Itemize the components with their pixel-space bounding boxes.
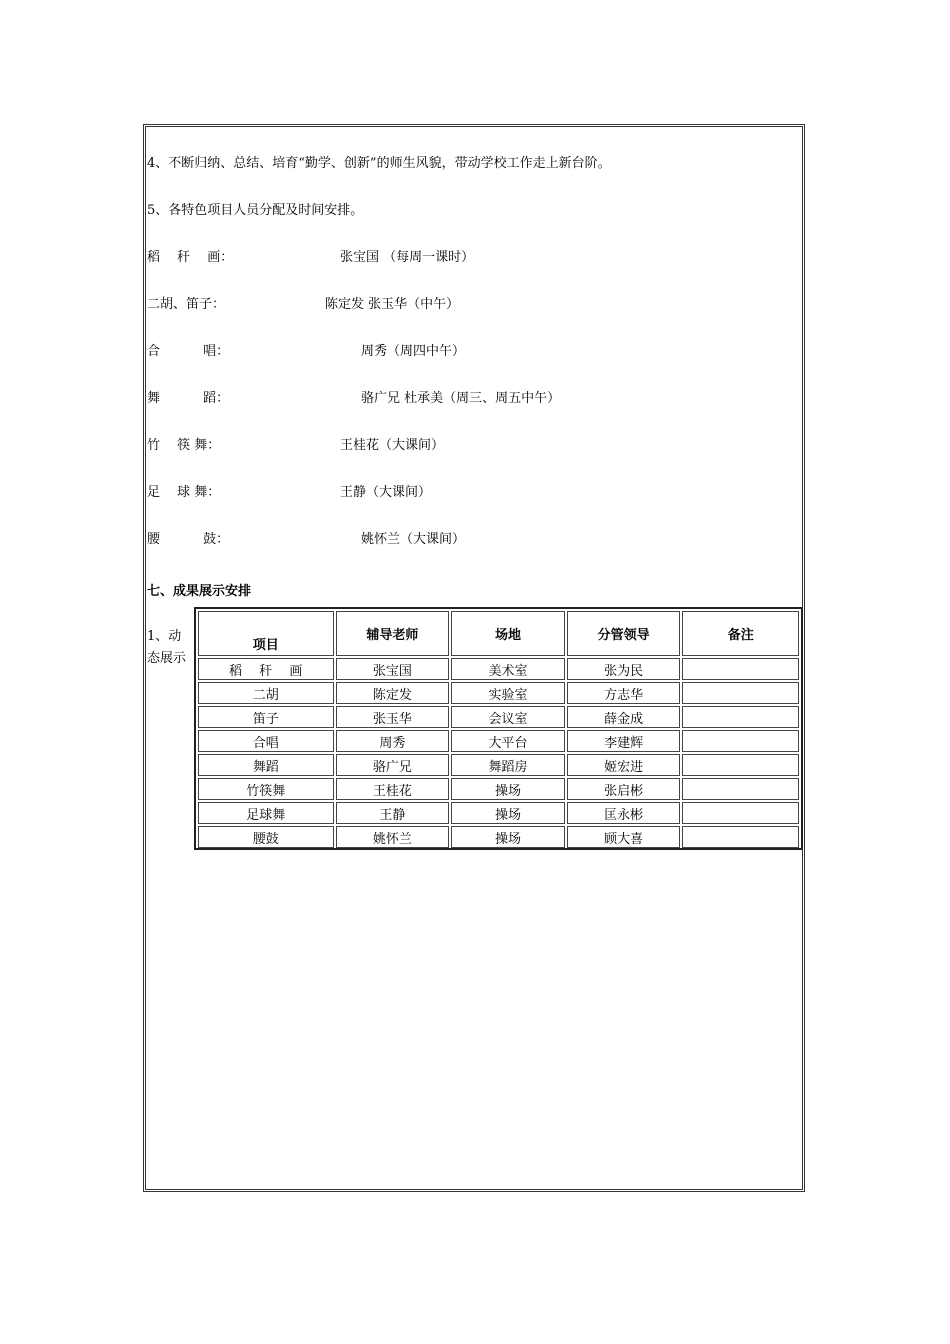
item-5-text: 5、各特色项目人员分配及时间安排。 <box>147 203 364 218</box>
cell-notes <box>682 802 799 824</box>
table-row <box>198 706 799 728</box>
cell-venue: 操场 <box>451 802 565 824</box>
assignment-label: 二胡、笛子： <box>147 297 226 312</box>
dynamic-display-label: 1、动态展示 <box>147 629 187 666</box>
header-notes: 备注 <box>682 611 799 656</box>
cell-leader: 顾大喜 <box>567 826 681 848</box>
cell-venue: 会议室 <box>451 706 565 728</box>
cell-leader: 方志华 <box>567 682 681 704</box>
cell-notes <box>682 778 799 800</box>
cell-project: 稻 秆 画 <box>198 658 334 680</box>
cell-leader: 李建辉 <box>567 730 681 752</box>
assignment-value: 王静（大课间） <box>340 485 432 500</box>
cell-notes <box>682 706 799 728</box>
cell-teacher: 张宝国 <box>336 658 450 680</box>
cell-leader: 薛金成 <box>567 706 681 728</box>
cell-project: 舞蹈 <box>198 754 334 776</box>
assignment-value: 王桂花（大课间） <box>340 438 445 453</box>
cell-notes <box>682 826 799 848</box>
cell-teacher: 周秀 <box>336 730 450 752</box>
cell-notes <box>682 682 799 704</box>
cell-teacher: 陈定发 <box>336 682 450 704</box>
cell-venue: 实验室 <box>451 682 565 704</box>
table-row <box>198 682 799 704</box>
table-row <box>198 826 799 848</box>
table-row <box>198 802 799 824</box>
assignment-value: 张宝国 （每周一课时） <box>340 250 475 265</box>
table-row <box>198 778 799 800</box>
header-leader: 分管领导 <box>567 611 681 656</box>
table-row <box>198 754 799 776</box>
cell-venue: 美术室 <box>451 658 565 680</box>
cell-leader: 匡永彬 <box>567 802 681 824</box>
cell-notes <box>682 658 799 680</box>
table-row <box>198 658 799 680</box>
cell-project: 二胡 <box>198 682 334 704</box>
cell-teacher: 骆广兄 <box>336 754 450 776</box>
cell-venue: 舞蹈房 <box>451 754 565 776</box>
header-project: 项目 <box>198 611 334 656</box>
cell-teacher: 张玉华 <box>336 706 450 728</box>
schedule-table <box>194 607 803 850</box>
assignment-label: 足 球 舞： <box>147 485 221 500</box>
assignment-value: 陈定发 张玉华（中午） <box>325 297 460 312</box>
cell-leader: 张启彬 <box>567 778 681 800</box>
cell-project: 合唱 <box>198 730 334 752</box>
section-7-heading: 七、成果展示安排 <box>147 584 252 599</box>
assignment-label: 稻 秆 画： <box>147 250 234 265</box>
assignment-label: 舞 蹈： <box>147 391 230 406</box>
cell-teacher: 王桂花 <box>336 778 450 800</box>
table-row <box>198 730 799 752</box>
item-4-text: 4、不断归纳、总结、培育“勤学、创新”的师生风貌，带动学校工作走上新台阶。 <box>147 156 611 171</box>
assignment-label: 合 唱： <box>147 344 230 359</box>
assignment-label: 腰 鼓： <box>147 532 230 547</box>
table-header-row <box>198 611 799 656</box>
cell-teacher: 王静 <box>336 802 450 824</box>
cell-leader: 张为民 <box>567 658 681 680</box>
cell-project: 腰鼓 <box>198 826 334 848</box>
assignment-label: 竹 筷 舞： <box>147 438 221 453</box>
cell-project: 笛子 <box>198 706 334 728</box>
assignment-value: 姚怀兰（大课间） <box>361 532 466 547</box>
cell-venue: 操场 <box>451 778 565 800</box>
cell-venue: 大平台 <box>451 730 565 752</box>
cell-notes <box>682 730 799 752</box>
header-venue: 场地 <box>451 611 565 656</box>
header-teacher: 辅导老师 <box>336 611 450 656</box>
cell-notes <box>682 754 799 776</box>
assignment-value: 骆广兄 杜承美（周三、周五中午） <box>361 391 561 406</box>
cell-leader: 姬宏进 <box>567 754 681 776</box>
assignment-value: 周秀（周四中午） <box>361 344 466 359</box>
cell-project: 足球舞 <box>198 802 334 824</box>
cell-project: 竹筷舞 <box>198 778 334 800</box>
cell-teacher: 姚怀兰 <box>336 826 450 848</box>
cell-venue: 操场 <box>451 826 565 848</box>
